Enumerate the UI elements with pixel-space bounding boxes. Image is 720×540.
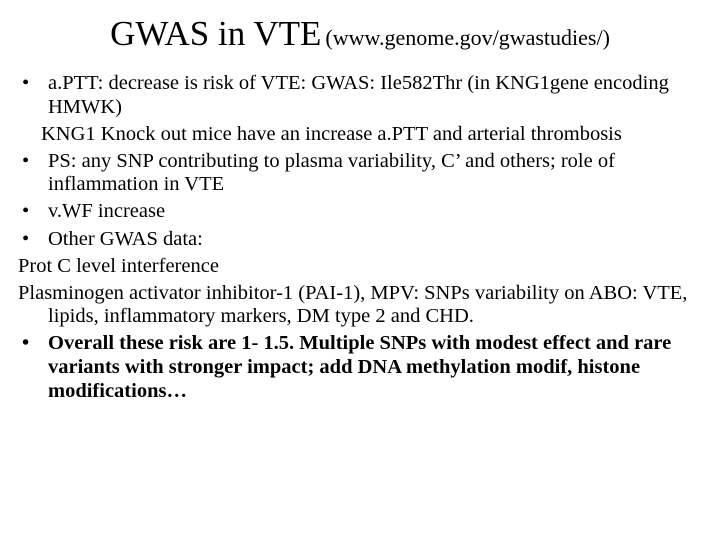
line-prot-c: Prot C level interference (18, 254, 219, 277)
subtext-kng1: KNG1 Knock out mice have an increase a.PTT and arterial thrombosis (41, 122, 622, 145)
bullet-ps: • PS: any SNP contributing to plasma variability, C’ and others; role of inflammation in VTE (18, 150, 708, 197)
slide-title (0, 14, 720, 54)
bullet-vwf: • v.WF increase (18, 200, 708, 224)
bullet-aptt: • a.PTT: decrease is risk of VTE: GWAS: Ile582Thr (in KNG1gene encoding HMWK) (18, 72, 708, 119)
title-source: (www.genome.gov/gwastudies/) (325, 25, 610, 50)
bullet-other-gwas: • Other GWAS data: (18, 228, 708, 252)
title-main: GWAS in VTE (110, 14, 322, 53)
line-pai1: Plasminogen activator inhibitor-1 (PAI-1), MPV: SNPs variability on ABO: VTE, lipids, inflammatory markers, DM type 2 and CHD. (18, 281, 688, 328)
bullet-overall: • Overall these risk are 1- 1.5. Multiple SNPs with modest effect and rare variants with stronger impact; add DNA methylation modif, histone modifications… (18, 332, 708, 403)
slide-content (18, 72, 708, 407)
